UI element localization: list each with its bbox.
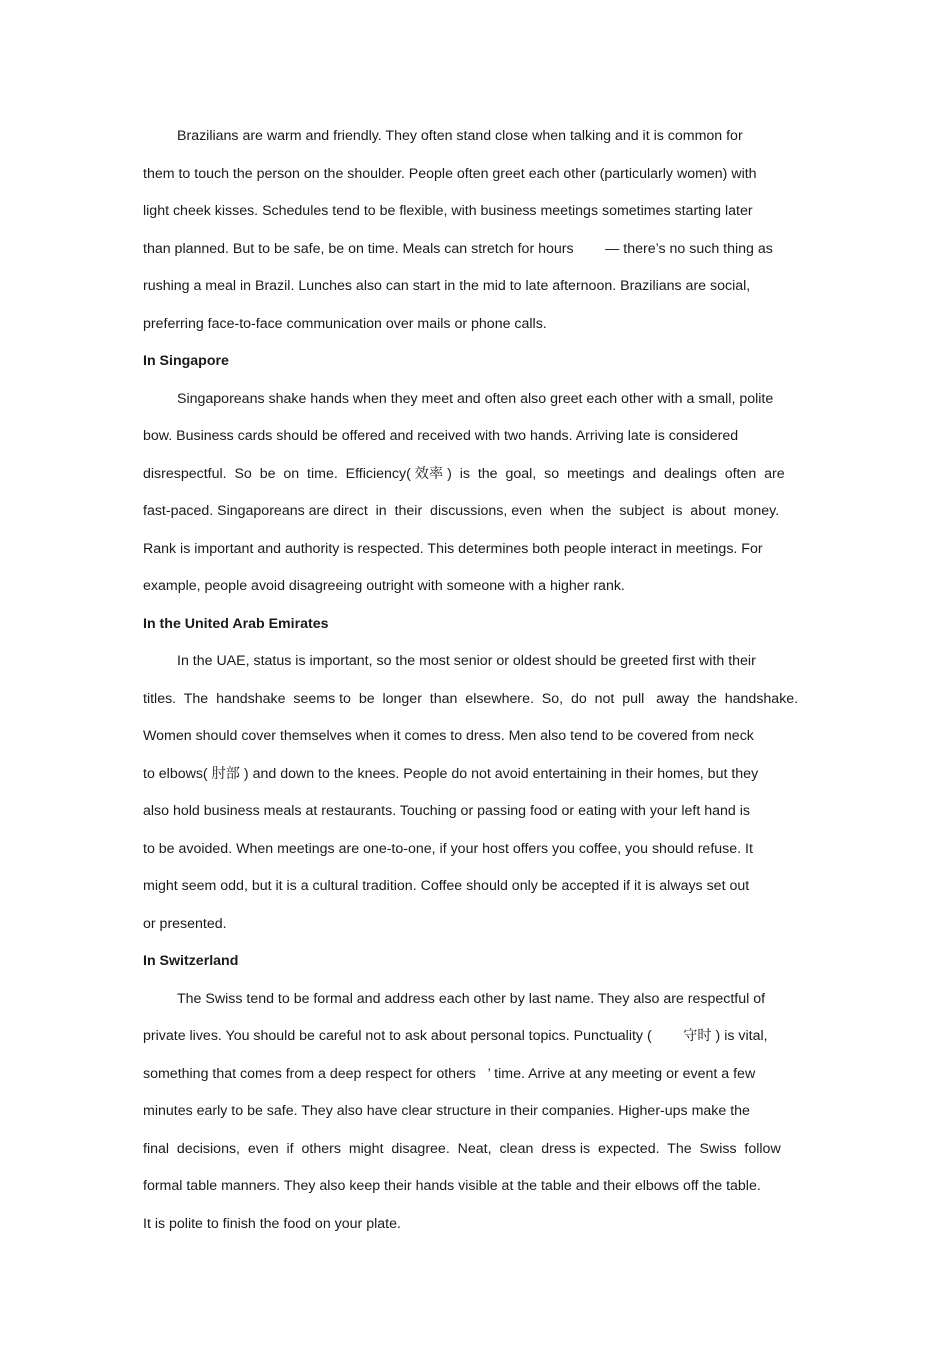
paragraph-line: also hold business meals at restaurants. Touching or passing food or eating with your left hand is bbox=[143, 803, 750, 819]
paragraph-line: Rank is important and authority is respected. This determines both people interact in meetings. For bbox=[143, 540, 763, 557]
paragraph-line: or presented. bbox=[143, 915, 227, 932]
paragraph-line: In the UAE, status is important, so the most senior or oldest should be greeted first with their bbox=[177, 653, 756, 669]
paragraph-line: might seem odd, but it is a cultural tradition. Coffee should only be accepted if it is always set out bbox=[143, 878, 750, 894]
paragraph-line: Brazilians are warm and friendly. They often stand close when talking and it is common for bbox=[177, 128, 743, 144]
paragraph-line: to elbows( 肘部 ) and down to the knees. People do not avoid entertaining in their homes, but they bbox=[143, 765, 759, 782]
paragraph-line: fast-paced. Singaporeans are direct in their discussions, even when the subject is about money. bbox=[143, 503, 780, 519]
section-heading: In Switzerland bbox=[143, 953, 239, 969]
paragraph-line: The Swiss tend to be formal and address each other by last name. They also are respectful of bbox=[177, 990, 766, 1007]
paragraph-line: titles. The handshake seems to be longer than elsewhere. So, do not pull away the handshake. bbox=[143, 690, 799, 707]
paragraph-line: minutes early to be safe. They also have clear structure in their companies. Higher-ups make the bbox=[143, 1103, 750, 1119]
paragraph-line: Singaporeans shake hands when they meet and often also greet each other with a small, polite bbox=[177, 390, 774, 407]
section-uae bbox=[143, 606, 811, 944]
section-heading: In Singapore bbox=[143, 353, 229, 369]
paragraph-line: example, people avoid disagreeing outright with someone with a higher rank. bbox=[143, 578, 625, 594]
paragraph-line: light cheek kisses. Schedules tend to be flexible, with business meetings sometimes starting later bbox=[143, 203, 753, 219]
paragraph-line: bow. Business cards should be offered and received with two hands. Arriving late is considered bbox=[143, 428, 739, 444]
document-body bbox=[143, 118, 811, 1243]
paragraph-line: rushing a meal in Brazil. Lunches also can start in the mid to late afternoon. Brazilians are social, bbox=[143, 278, 751, 294]
paragraph-line: It is polite to finish the food on your plate. bbox=[143, 1215, 401, 1232]
section-heading: In the United Arab Emirates bbox=[143, 615, 329, 632]
paragraph-line: them to touch the person on the shoulder. People often greet each other (particularly women) with bbox=[143, 165, 757, 182]
paragraph-line: to be avoided. When meetings are one-to-one, if your host offers you coffee, you should refuse. It bbox=[143, 840, 753, 857]
section-switzerland bbox=[143, 943, 811, 1243]
paragraph-line: something that comes from a deep respect for others ’ time. Arrive at any meeting or event a few bbox=[143, 1065, 756, 1082]
section-singapore bbox=[143, 343, 811, 606]
paragraph-line: than planned. But to be safe, be on time. Meals can stretch for hours — there’s no such thing as bbox=[143, 240, 773, 257]
paragraph-line: preferring face-to-face communication over mails or phone calls. bbox=[143, 315, 547, 332]
paragraph-line: disrespectful. So be on time. Efficiency( 效率 ) is the goal, so meetings and dealings often are bbox=[143, 465, 785, 482]
paragraph-line: final decisions, even if others might disagree. Neat, clean dress is expected. The Swiss follow bbox=[143, 1140, 781, 1157]
paragraph-line: formal table manners. They also keep their hands visible at the table and their elbows off the table. bbox=[143, 1178, 761, 1194]
paragraph-line: Women should cover themselves when it comes to dress. Men also tend to be covered from neck bbox=[143, 728, 754, 744]
paragraph-line: private lives. You should be careful not to ask about personal topics. Punctuality ( 守时 ) is vital, bbox=[143, 1028, 768, 1044]
section-brazil bbox=[143, 118, 811, 343]
